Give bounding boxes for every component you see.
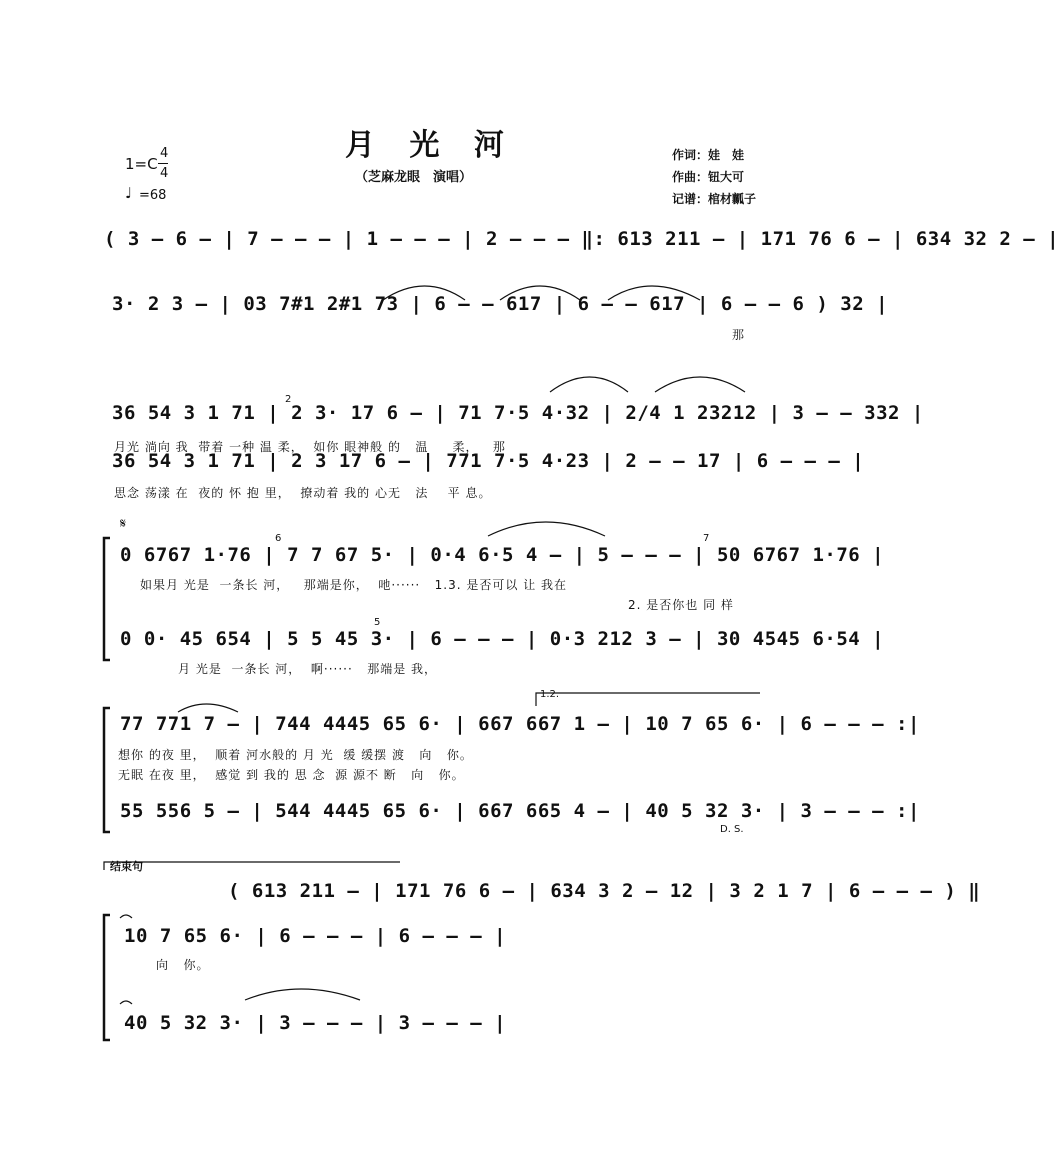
notation-line-8: 55 556 5 – | 544 4445 65 6· | 667 665 4 – | 40 5 32 3· | 3 – – – :| xyxy=(120,800,920,822)
key-signature: 1=C xyxy=(125,155,158,173)
credit-lyricist: 作词：娃 娃 xyxy=(672,148,745,162)
time-signature-bottom: 4 xyxy=(160,166,169,181)
notation-line-4: 36 54 3 1 71 | 2 3 17 6 – | 771 7·5 4·23 | 2 – – 17 | 6 – – – | xyxy=(112,450,865,472)
lyric-line-3: 月光 淌向 我 带着 一种 温 柔， 如你 眼神般 的 温 柔， 那 xyxy=(114,440,506,454)
notation-line-11: 40 5 32 3· | 3 – – – | 3 – – – | xyxy=(124,1012,507,1034)
lyric-line-6: 月 光是 一条长 河， 啊······ 那端是 我， xyxy=(178,662,438,676)
volta-label: 1.2. xyxy=(540,689,560,700)
credit-transcriber: 记谱：棺材瓤子 xyxy=(672,192,757,206)
tempo-mark: =68 xyxy=(139,188,167,203)
grace-note: 2 xyxy=(285,394,292,405)
lyric-line-5a: 如果月 光是 一条长 河， 那端是你， 吔······ 1.3. 是否可以 让 我在 xyxy=(140,578,568,592)
notation-line-5: 0 6767 1·76 | 7 7 67 5· | 0·4 6·5 4 – | 5 – – – | 50 6767 1·76 | xyxy=(120,544,885,566)
lyric-line-10: 向 你。 xyxy=(156,958,210,972)
page-title: 月 光 河 xyxy=(345,128,516,163)
grace-note: 6 xyxy=(275,533,282,544)
notation-line-1: ( 3 – 6 – | 7 – – – | 1 – – – | 2 – – – ‖: 613 211 – | 171 76 6 – | 634 32 2 – | xyxy=(104,228,1059,250)
tempo-note-icon: ♩ xyxy=(125,184,133,202)
notation-line-9: ( 613 211 – | 171 76 6 – | 634 3 2 – 12 | 3 2 1 7 | 6 – – – ) ‖ xyxy=(228,880,981,902)
coda-label: 结束句 xyxy=(110,860,143,873)
ds-mark: D. S. xyxy=(720,824,744,835)
notation-line-7: 77 771 7 – | 744 4445 65 6· | 667 667 1 – | 10 7 65 6· | 6 – – – :| xyxy=(120,713,920,735)
time-signature-top: 4 xyxy=(160,146,169,161)
segno-icon: 𝄋 xyxy=(120,516,127,532)
grace-note: 7 xyxy=(703,533,710,544)
notation-line-2: 3· 2 3 – | 03 7#1 2#1 73 | 6 – – 617 | 6 – – 617 | 6 – – 6 ) 32 | xyxy=(112,293,889,315)
lyric-line-5b: 2. 是否你也 同 样 xyxy=(628,598,734,612)
credit-composer: 作曲：钮大可 xyxy=(672,170,745,184)
notation-line-3: 36 54 3 1 71 | 2 3· 17 6 – | 71 7·5 4·32 | 2/4 1 23212 | 3 – – 332 | xyxy=(112,402,924,424)
lyric-line-2: 那 xyxy=(732,328,746,342)
grace-note: 5 xyxy=(374,617,381,628)
notation-line-10: 10 7 65 6· | 6 – – – | 6 – – – | xyxy=(124,925,507,947)
notation-line-6: 0 0· 45 654 | 5 5 45 3· | 6 – – – | 0·3 212 3 – | 30 4545 6·54 | xyxy=(120,628,885,650)
performer-subtitle: （芝麻龙眼 演唱） xyxy=(355,170,473,185)
lyric-line-7b: 无眠 在夜 里， 感觉 到 我的 思 念 源 源不 断 向 你。 xyxy=(118,768,465,782)
lyric-line-4: 思念 荡漾 在 夜的 怀 抱 里， 撩动着 我的 心无 法 平 息。 xyxy=(114,486,492,500)
lyric-line-7a: 想你 的夜 里， 顺着 河水般的 月 光 缓 缓摆 渡 向 你。 xyxy=(118,748,473,762)
